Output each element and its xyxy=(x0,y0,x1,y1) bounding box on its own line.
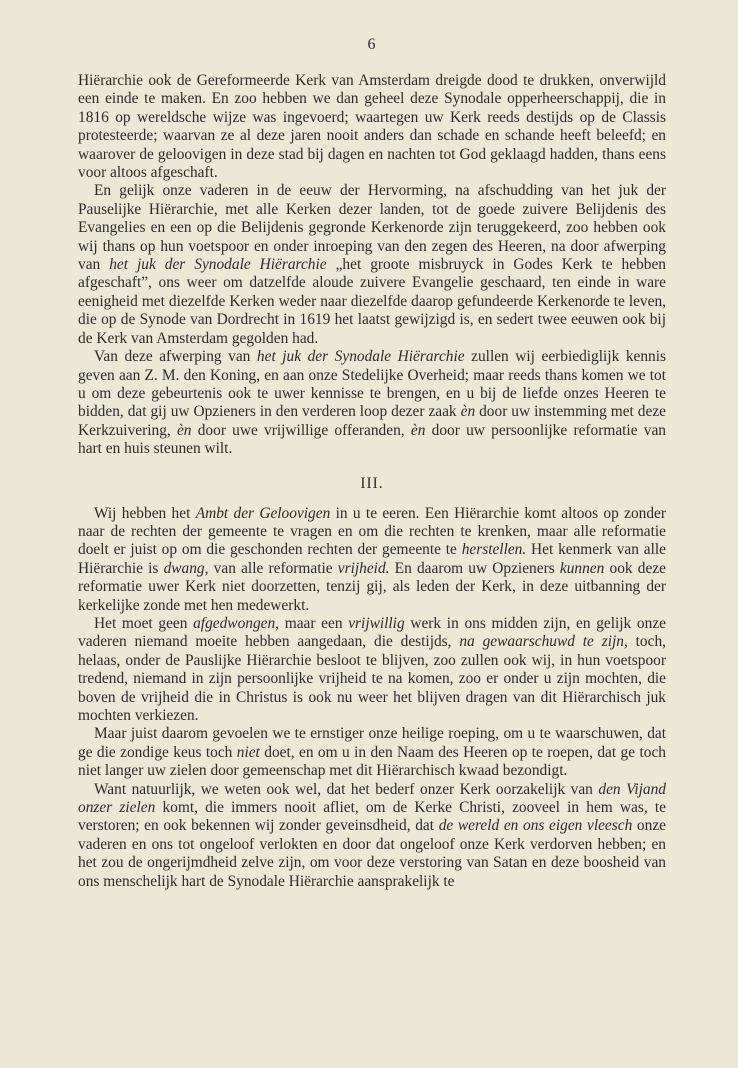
paragraph xyxy=(78,725,666,780)
text-run: En daarom uw Opzieners xyxy=(389,559,560,577)
paragraph xyxy=(78,505,666,615)
italic-run: de wereld en ons eigen vleesch xyxy=(438,817,633,835)
text-run: „het groote misbruyck in Godes Kerk te hebben afgeschaft”, ons weer om datzelfde aloude zuivere Evangelie geschaard, ten einde in ware eenigheid met diezelfde Kerken weder naar diezelfde daarop gefundeerde Kerkenorde te leven, die op de Synode van Dordrecht in 1619 het laatst gewijzigd is, en sedert twee eeuwen ook bij de Kerk van Amsterdam gegolden had. xyxy=(78,256,666,347)
text-run: ook deze reformatie uwer Kerk niet doorzetten, tenzij gij, als leden der Kerk, in deze uitbanning der kerkelijke zonde met hen medewerkt. xyxy=(78,559,666,614)
paragraph xyxy=(78,348,666,458)
text-run: werk in ons midden zijn, en gelijk onze vaderen niemand moeite hebben aangedaan, die destijds, xyxy=(78,614,666,651)
text-run: zullen wij eerbiediglijk kennis geven aan Z. M. den Koning, en aan onze Stedelijke Overheid; maar reeds thans komen we tot u om deze gebeurtenis ook te uwer kennisse te brengen, en u bij de liefde onzes Heeren te bidden, dat gij uw Opzieners in den verderen loop dezer zaak xyxy=(78,348,667,421)
text-run: maar een xyxy=(279,614,349,632)
text-run: in u te eeren. Een Hiërarchie komt altoos op zonder naar de rechten der gemeente te vragen en om die rechten te krenken, maar alle reformatie doelt er juist op om die geschonden rechten der gemeente te xyxy=(78,504,666,559)
page-number: 6 xyxy=(367,36,377,53)
paragraph xyxy=(78,72,666,182)
italic-run: vrijwillig xyxy=(348,614,405,632)
text-run: Hiërarchie ook de Gereformeerde Kerk van Amsterdam dreigde dood te drukken, onverwijld een einde te maken. En zoo hebben we dan geheel deze Synodale opperheerschappij, die in 1816 op wereldsche wijze was ingevoerd; waartegen uw Kerk reeds destijds op de Classis protesteerde; waarvan ze al deze jaren nooit anders dan schade en schande heeft beleefd; en waarover de geloovigen in deze stad bij dagen en nachten tot God geklaagd hadden, thans eens voor altoos afgeschaft. xyxy=(78,72,666,182)
text-run: Wij hebben het xyxy=(94,504,196,522)
italic-run: Ambt der Geloovigen xyxy=(195,504,331,522)
text-run: van alle reformatie xyxy=(208,559,338,577)
italic-run: den Vijand onzer zielen xyxy=(78,780,666,817)
italic-run: vrijheid. xyxy=(337,559,390,577)
paragraph xyxy=(78,182,666,348)
paragraph xyxy=(78,615,666,725)
text-run: Het kenmerk van alle Hiërarchie is xyxy=(78,541,666,577)
text-block-after-section xyxy=(78,505,666,892)
text-run: komt, die immers nooit afliet, om de Kerke Christi, zooveel in hem was, te verstoren; en ook bekennen wij zonder geveinsdheid, dat xyxy=(78,799,666,835)
text-run: door uw persoonlijke reformatie van hart en huis steunen wilt. xyxy=(78,421,666,458)
italic-run: èn xyxy=(460,403,476,421)
italic-run: na gewaarschuwd te zijn, xyxy=(459,633,628,651)
text-block-before-section xyxy=(78,72,666,459)
italic-run: èn xyxy=(176,421,192,439)
text-run: door uwe vrijwillige offeranden, xyxy=(191,421,411,439)
text-run: Van deze afwerping van xyxy=(94,348,257,366)
text-run: onze vaderen en ons tot ongeloof verlokten en door dat ongeloof onze Kerk verdorven hebben; en het zou de ongerijmdheid zelve zijn, om voor deze verstoring van Satan en deze boosheid van ons menschelijk hart de Synodale Hiërarchie aansprakelijk te xyxy=(78,817,666,890)
italic-run: èn xyxy=(410,421,426,439)
text-run: doet, en om u in den Naam des Heeren op te roepen, dat ge toch niet langer uw zielen door gemeenschap met dit Hiërarchisch kwaad bezondigt. xyxy=(78,743,666,780)
italic-run: herstellen. xyxy=(461,541,527,559)
italic-run: het juk der Synodale Hiërarchie xyxy=(109,256,327,274)
italic-run: dwang, xyxy=(163,559,209,577)
text-run: door uw instemming met deze Kerkzuivering, xyxy=(78,403,666,439)
text-run: Want natuurlijk, we weten ook wel, dat het bederf onzer Kerk oorzakelijk van xyxy=(94,780,599,798)
italic-run: afgedwongen, xyxy=(193,614,280,632)
italic-run: het juk der Synodale Hiërarchie xyxy=(256,348,465,366)
text-run: En gelijk onze vaderen in de eeuw der Hervorming, na afschudding van het juk der Pauselijke Hiërarchie, met alle Kerken dezer landen, tot de goede zuivere Belijdenis des Evangelies en een op die Belijdenis gegronde Kerkenorde zijn teruggekeerd, zoo hebben ook wij thans op hun voetspoor en onder inroeping van den zegen des Heeren, na door afwerping van xyxy=(78,182,666,274)
text-run: Maar juist daarom gevoelen we te ernstiger onze heilige roeping, om u te waarschuwen, dat ge die zondige keus toch xyxy=(78,725,666,761)
text-run: Het moet geen xyxy=(94,614,194,632)
text-run: toch, helaas, onder de Pauslijke Hiërarchie besloot te blijven, zoo zullen ook wij, in hun voetspoor tredend, niemand in zijn persoonlijke vrijheid te na komen, zoo er onder u zijn mochten, die boven de vrijheid die in Christus is ook nu weer het blijven dragen van dit Hiërarchisch juk mochten verkiezen. xyxy=(78,633,666,724)
paragraph xyxy=(78,781,666,891)
italic-run: kunnen xyxy=(559,559,605,577)
section-heading: III. xyxy=(360,474,384,492)
italic-run: niet xyxy=(236,743,260,761)
